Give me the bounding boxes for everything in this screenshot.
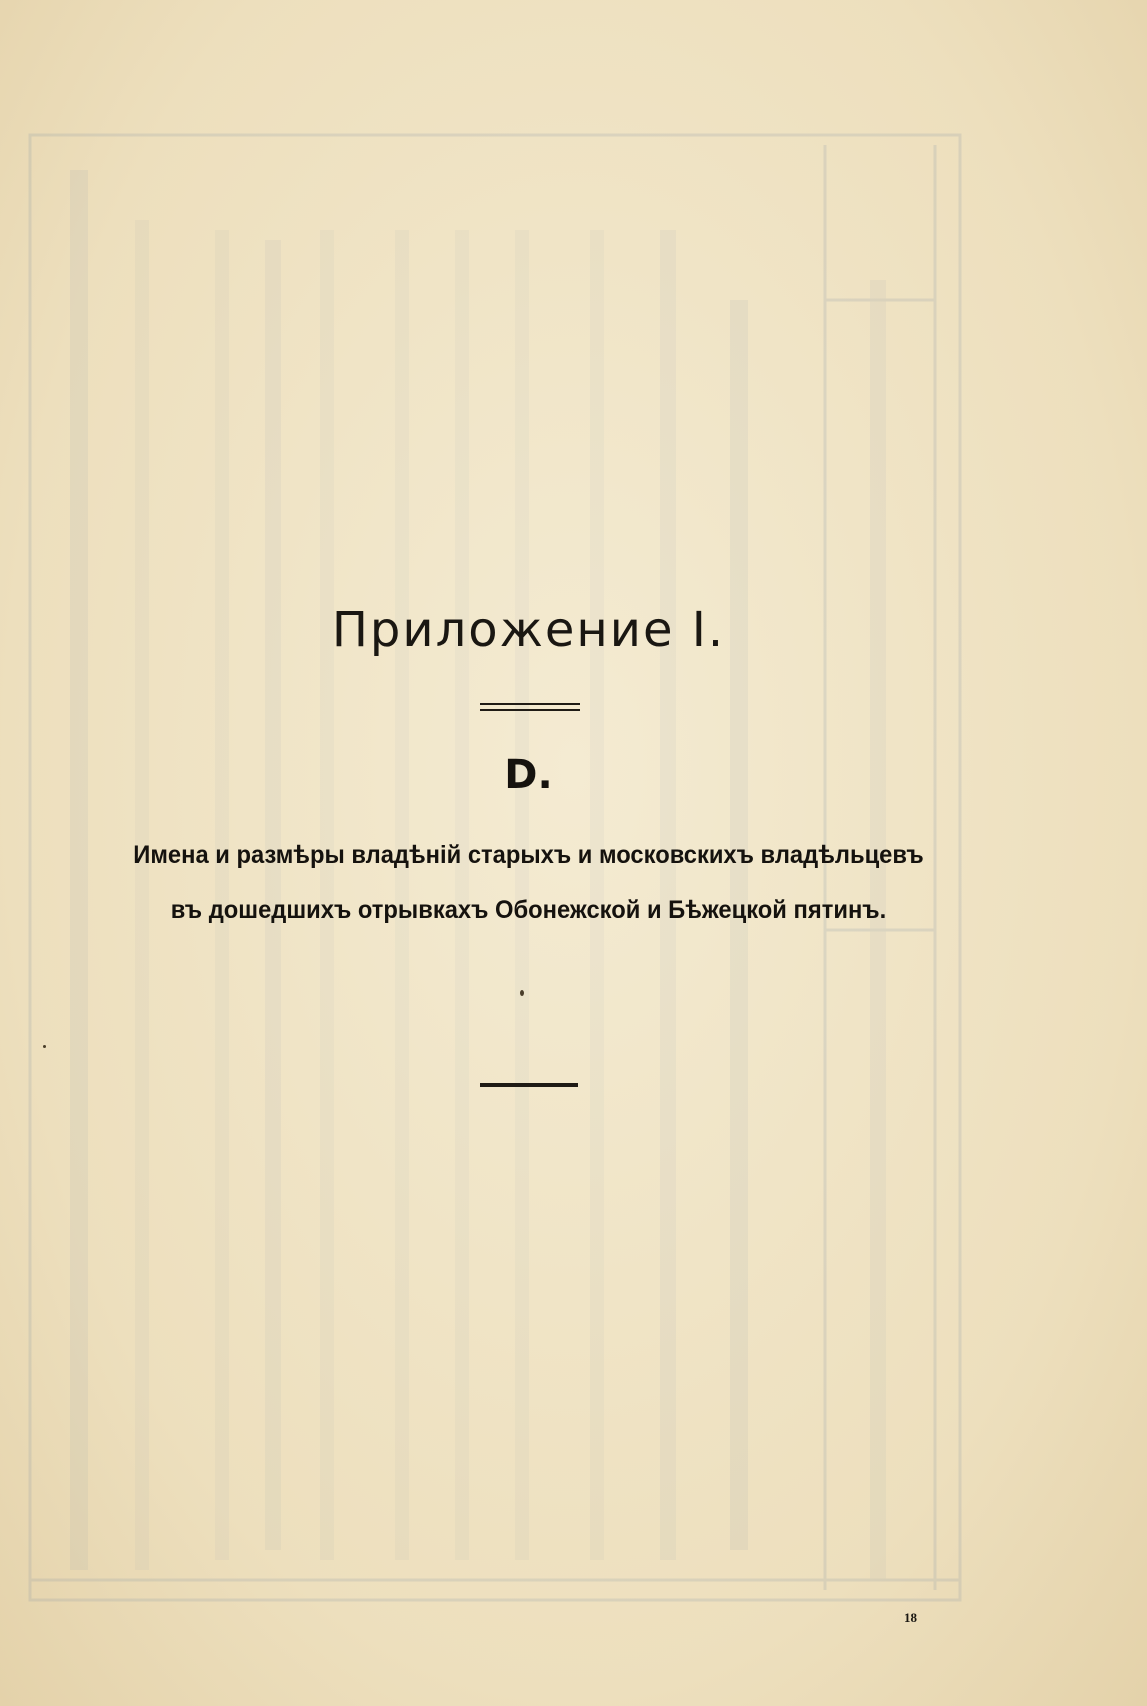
double-rule-bottom [480,709,580,711]
ink-speck [43,1045,46,1048]
closing-rule [480,1083,578,1087]
ink-speck [520,990,524,996]
page-number: 18 [904,1610,917,1625]
subtitle-line-1: Имена и размѣры владѣній старыхъ и московскихъ владѣльцевъ [133,841,924,869]
subtitle-line-2: въ дошедшихъ отрывкахъ Обонежской и Бѣжецкой пятинъ. [170,896,887,924]
appendix-heading: Приложение I. [331,602,726,658]
section-letter: D. [504,752,553,798]
double-rule-top [480,703,580,705]
